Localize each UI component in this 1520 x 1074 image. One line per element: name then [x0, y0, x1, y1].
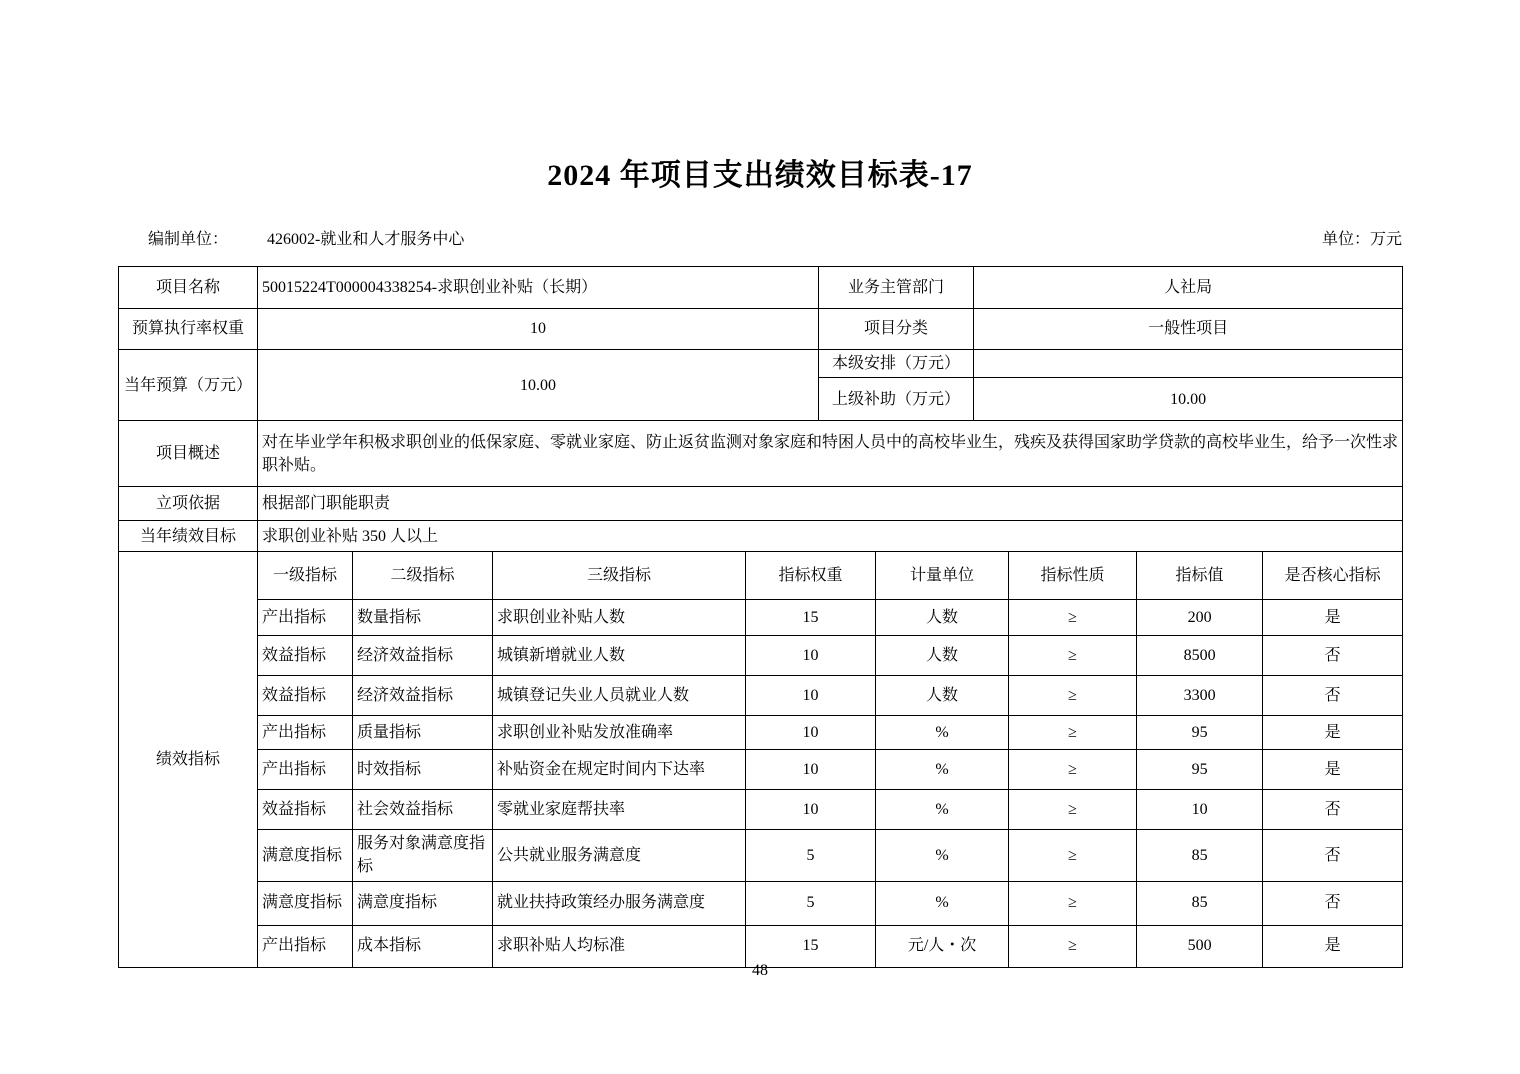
indicator-cell: 8500	[1137, 636, 1263, 676]
indicator-cell: 否	[1263, 830, 1403, 881]
indicator-cell: 是	[1263, 925, 1403, 967]
budget-weight-label: 预算执行率权重	[119, 309, 258, 350]
indicator-cell: 质量指标	[353, 716, 493, 750]
category-label: 项目分类	[819, 309, 974, 350]
indicator-cell: 人数	[876, 676, 1009, 716]
indicator-cell: 服务对象满意度指标	[353, 830, 493, 881]
indicator-cell: 95	[1137, 750, 1263, 790]
page-number: 48	[752, 962, 768, 979]
basis-value: 根据部门职能职责	[258, 487, 1403, 521]
indicator-cell: 10	[746, 790, 876, 830]
indicator-cell: 10	[746, 676, 876, 716]
indicator-cell: 10	[746, 636, 876, 676]
indicator-cell: 15	[746, 925, 876, 967]
indicator-row	[119, 600, 1403, 636]
indicator-cell: ≥	[1009, 830, 1137, 881]
indicator-cell: 求职创业补贴发放准确率	[493, 716, 746, 750]
indicator-cell: 3300	[1137, 676, 1263, 716]
indicator-cell: 就业扶持政策经办服务满意度	[493, 881, 746, 925]
basis-label: 立项依据	[119, 487, 258, 521]
indicator-cell: 否	[1263, 790, 1403, 830]
indicator-cell: 95	[1137, 716, 1263, 750]
indicator-cell: %	[876, 881, 1009, 925]
indicator-cell: 零就业家庭帮扶率	[493, 790, 746, 830]
indicator-cell: 产出指标	[258, 600, 353, 636]
indicator-cell: 满意度指标	[258, 881, 353, 925]
indicator-cell: ≥	[1009, 881, 1137, 925]
indicator-cell: 10	[746, 716, 876, 750]
budget-weight-value: 10	[258, 309, 819, 350]
table-row	[119, 521, 1403, 552]
superior-subsidy-label: 上级补助（万元）	[819, 378, 974, 421]
table-row	[119, 267, 1403, 309]
indicator-cell: 社会效益指标	[353, 790, 493, 830]
year-budget-label: 当年预算（万元）	[119, 350, 258, 421]
performance-target-table	[118, 266, 1403, 968]
dept-value: 人社局	[974, 267, 1403, 309]
indicator-cell: 否	[1263, 881, 1403, 925]
indicator-cell: 时效指标	[353, 750, 493, 790]
superior-subsidy-value: 10.00	[974, 378, 1403, 421]
category-value: 一般性项目	[974, 309, 1403, 350]
indicator-cell: 85	[1137, 881, 1263, 925]
indicator-cell: 产出指标	[258, 716, 353, 750]
indicator-cell: 成本指标	[353, 925, 493, 967]
header-level1: 一级指标	[258, 552, 353, 600]
indicator-cell: 经济效益指标	[353, 676, 493, 716]
indicator-cell: ≥	[1009, 600, 1137, 636]
indicator-cell: 元/人・次	[876, 925, 1009, 967]
header-weight: 指标权重	[746, 552, 876, 600]
indicator-cell: 否	[1263, 636, 1403, 676]
indicator-header-row	[119, 552, 1403, 600]
local-arrange-value	[974, 350, 1403, 378]
meta-row	[0, 226, 1520, 250]
table-row	[119, 350, 1403, 378]
indicator-cell: 补贴资金在规定时间内下达率	[493, 750, 746, 790]
indicator-cell: %	[876, 716, 1009, 750]
indicator-cell: 效益指标	[258, 676, 353, 716]
indicator-cell: 经济效益指标	[353, 636, 493, 676]
indicators-section-label: 绩效指标	[119, 552, 258, 967]
indicator-cell: 公共就业服务满意度	[493, 830, 746, 881]
indicator-row	[119, 925, 1403, 967]
overview-value: 对在毕业学年积极求职创业的低保家庭、零就业家庭、防止返贫监测对象家庭和特困人员中的高校毕业生，残疾及获得国家助学贷款的高校毕业生，给予一次性求职补贴。	[258, 421, 1403, 487]
indicator-cell: 10	[1137, 790, 1263, 830]
indicator-row	[119, 881, 1403, 925]
indicator-row	[119, 716, 1403, 750]
indicator-cell: 5	[746, 830, 876, 881]
indicator-cell: 人数	[876, 600, 1009, 636]
header-value: 指标值	[1137, 552, 1263, 600]
indicator-row	[119, 790, 1403, 830]
indicator-cell: 500	[1137, 925, 1263, 967]
header-core: 是否核心指标	[1263, 552, 1403, 600]
indicator-cell: ≥	[1009, 790, 1137, 830]
project-name-value: 50015224T000004338254-求职创业补贴（长期）	[258, 267, 819, 309]
header-unit: 计量单位	[876, 552, 1009, 600]
indicator-cell: ≥	[1009, 676, 1137, 716]
indicator-cell: 200	[1137, 600, 1263, 636]
indicator-cell: 否	[1263, 676, 1403, 716]
header-level3: 三级指标	[493, 552, 746, 600]
indicator-cell: 是	[1263, 716, 1403, 750]
indicator-row	[119, 676, 1403, 716]
indicator-row	[119, 750, 1403, 790]
table-row	[119, 421, 1403, 487]
indicator-cell: 85	[1137, 830, 1263, 881]
indicator-cell: 满意度指标	[258, 830, 353, 881]
indicator-cell: 是	[1263, 600, 1403, 636]
table-row	[119, 309, 1403, 350]
indicator-cell: 15	[746, 600, 876, 636]
indicator-row	[119, 830, 1403, 881]
indicator-cell: %	[876, 790, 1009, 830]
indicator-cell: ≥	[1009, 636, 1137, 676]
indicator-cell: 产出指标	[258, 750, 353, 790]
project-name-label: 项目名称	[119, 267, 258, 309]
indicator-cell: %	[876, 830, 1009, 881]
indicator-cell: 城镇登记失业人员就业人数	[493, 676, 746, 716]
indicator-cell: 满意度指标	[353, 881, 493, 925]
compile-unit-value: 426002-就业和人才服务中心	[267, 231, 465, 248]
indicator-cell: ≥	[1009, 750, 1137, 790]
indicator-cell: %	[876, 750, 1009, 790]
goal-value: 求职创业补贴 350 人以上	[258, 521, 1403, 552]
indicator-cell: 求职创业补贴人数	[493, 600, 746, 636]
indicator-cell: 产出指标	[258, 925, 353, 967]
local-arrange-label: 本级安排（万元）	[819, 350, 974, 378]
header-level2: 二级指标	[353, 552, 493, 600]
indicator-cell: 是	[1263, 750, 1403, 790]
year-budget-value: 10.00	[258, 350, 819, 421]
currency-unit-label: 单位：万元	[1321, 231, 1402, 248]
header-nature: 指标性质	[1009, 552, 1137, 600]
overview-label: 项目概述	[119, 421, 258, 487]
compile-unit-label: 编制单位：	[148, 231, 229, 248]
indicator-cell: 求职补贴人均标准	[493, 925, 746, 967]
goal-label: 当年绩效目标	[119, 521, 258, 552]
indicator-cell: 5	[746, 881, 876, 925]
indicator-cell: 效益指标	[258, 636, 353, 676]
indicator-cell: ≥	[1009, 925, 1137, 967]
indicator-cell: ≥	[1009, 716, 1137, 750]
indicator-cell: 数量指标	[353, 600, 493, 636]
indicator-cell: 效益指标	[258, 790, 353, 830]
dept-label: 业务主管部门	[819, 267, 974, 309]
indicator-cell: 10	[746, 750, 876, 790]
indicator-cell: 城镇新增就业人数	[493, 636, 746, 676]
indicator-row	[119, 636, 1403, 676]
table-row	[119, 487, 1403, 521]
indicator-cell: 人数	[876, 636, 1009, 676]
page-title: 2024 年项目支出绩效目标表-17	[547, 159, 973, 192]
